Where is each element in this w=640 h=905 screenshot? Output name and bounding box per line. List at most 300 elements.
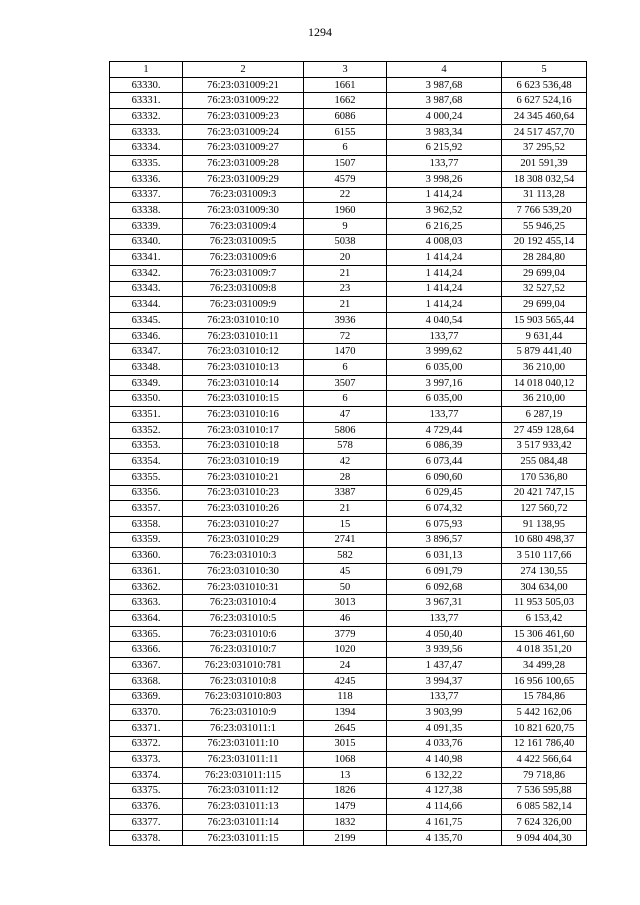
value-cell: 127 560,72 bbox=[502, 501, 587, 517]
cadastral-number-cell: 76:23:031009:7 bbox=[183, 265, 304, 281]
value-cell: 7 536 595,88 bbox=[502, 783, 587, 799]
rate-cell: 6 074,32 bbox=[387, 501, 502, 517]
area-cell: 3507 bbox=[304, 375, 387, 391]
rate-cell: 1 414,24 bbox=[387, 250, 502, 266]
area-cell: 2645 bbox=[304, 720, 387, 736]
rate-cell: 4 127,38 bbox=[387, 783, 502, 799]
table-row bbox=[110, 689, 587, 705]
table-row bbox=[110, 783, 587, 799]
area-cell: 1394 bbox=[304, 705, 387, 721]
area-cell: 20 bbox=[304, 250, 387, 266]
row-number-cell: 63357. bbox=[110, 501, 183, 517]
cadastral-number-cell: 76:23:031010:21 bbox=[183, 469, 304, 485]
table-row bbox=[110, 234, 587, 250]
rate-cell: 1 414,24 bbox=[387, 187, 502, 203]
area-cell: 1661 bbox=[304, 77, 387, 93]
row-number-cell: 63362. bbox=[110, 579, 183, 595]
table-row bbox=[110, 281, 587, 297]
row-number-cell: 63378. bbox=[110, 830, 183, 846]
column-header-2: 2 bbox=[183, 62, 304, 78]
rate-cell: 4 161,75 bbox=[387, 815, 502, 831]
cadastral-number-cell: 76:23:031010:13 bbox=[183, 360, 304, 376]
rate-cell: 6 073,44 bbox=[387, 454, 502, 470]
area-cell: 45 bbox=[304, 564, 387, 580]
value-cell: 3 510 117,66 bbox=[502, 548, 587, 564]
table-row bbox=[110, 469, 587, 485]
area-cell: 4579 bbox=[304, 171, 387, 187]
row-number-cell: 63377. bbox=[110, 815, 183, 831]
row-number-cell: 63337. bbox=[110, 187, 183, 203]
table-row bbox=[110, 375, 587, 391]
cadastral-number-cell: 76:23:031009:27 bbox=[183, 140, 304, 156]
row-number-cell: 63361. bbox=[110, 564, 183, 580]
value-cell: 274 130,55 bbox=[502, 564, 587, 580]
column-header-3: 3 bbox=[304, 62, 387, 78]
cadastral-number-cell: 76:23:031010:12 bbox=[183, 344, 304, 360]
table-row bbox=[110, 736, 587, 752]
table-row bbox=[110, 203, 587, 219]
row-number-cell: 63351. bbox=[110, 407, 183, 423]
value-cell: 10 680 498,37 bbox=[502, 532, 587, 548]
value-cell: 15 306 461,60 bbox=[502, 626, 587, 642]
table-row bbox=[110, 548, 587, 564]
value-cell: 170 536,80 bbox=[502, 469, 587, 485]
cadastral-number-cell: 76:23:031011:11 bbox=[183, 752, 304, 768]
area-cell: 3013 bbox=[304, 595, 387, 611]
value-cell: 6 085 582,14 bbox=[502, 799, 587, 815]
row-number-cell: 63341. bbox=[110, 250, 183, 266]
area-cell: 1068 bbox=[304, 752, 387, 768]
cadastral-number-cell: 76:23:031010:16 bbox=[183, 407, 304, 423]
table-row bbox=[110, 673, 587, 689]
area-cell: 23 bbox=[304, 281, 387, 297]
row-number-cell: 63330. bbox=[110, 77, 183, 93]
table-row bbox=[110, 124, 587, 140]
rate-cell: 133,77 bbox=[387, 611, 502, 627]
value-cell: 20 192 455,14 bbox=[502, 234, 587, 250]
area-cell: 578 bbox=[304, 438, 387, 454]
value-cell: 27 459 128,64 bbox=[502, 422, 587, 438]
table-row bbox=[110, 752, 587, 768]
rate-cell: 3 987,68 bbox=[387, 77, 502, 93]
area-cell: 21 bbox=[304, 501, 387, 517]
rate-cell: 3 896,57 bbox=[387, 532, 502, 548]
value-cell: 304 634,00 bbox=[502, 579, 587, 595]
area-cell: 4245 bbox=[304, 673, 387, 689]
row-number-cell: 63369. bbox=[110, 689, 183, 705]
area-cell: 6086 bbox=[304, 109, 387, 125]
table-row bbox=[110, 830, 587, 846]
value-cell: 24 517 457,70 bbox=[502, 124, 587, 140]
rate-cell: 4 000,24 bbox=[387, 109, 502, 125]
row-number-cell: 63345. bbox=[110, 313, 183, 329]
row-number-cell: 63353. bbox=[110, 438, 183, 454]
cadastral-number-cell: 76:23:031010:3 bbox=[183, 548, 304, 564]
table-row bbox=[110, 77, 587, 93]
rate-cell: 4 008,03 bbox=[387, 234, 502, 250]
rate-cell: 6 216,25 bbox=[387, 218, 502, 234]
table-row bbox=[110, 187, 587, 203]
table-row bbox=[110, 564, 587, 580]
area-cell: 6155 bbox=[304, 124, 387, 140]
rate-cell: 3 987,68 bbox=[387, 93, 502, 109]
row-number-cell: 63338. bbox=[110, 203, 183, 219]
value-cell: 10 821 620,75 bbox=[502, 720, 587, 736]
cadastral-number-cell: 76:23:031009:24 bbox=[183, 124, 304, 140]
value-cell: 79 718,86 bbox=[502, 767, 587, 783]
cadastral-number-cell: 76:23:031011:10 bbox=[183, 736, 304, 752]
rate-cell: 1 437,47 bbox=[387, 658, 502, 674]
table-row bbox=[110, 705, 587, 721]
area-cell: 118 bbox=[304, 689, 387, 705]
cadastral-number-cell: 76:23:031011:115 bbox=[183, 767, 304, 783]
area-cell: 46 bbox=[304, 611, 387, 627]
table-row bbox=[110, 720, 587, 736]
rate-cell: 133,77 bbox=[387, 156, 502, 172]
value-cell: 9 094 404,30 bbox=[502, 830, 587, 846]
cadastral-number-cell: 76:23:031009:29 bbox=[183, 171, 304, 187]
cadastral-number-cell: 76:23:031010:8 bbox=[183, 673, 304, 689]
value-cell: 12 161 786,40 bbox=[502, 736, 587, 752]
area-cell: 21 bbox=[304, 265, 387, 281]
row-number-cell: 63356. bbox=[110, 485, 183, 501]
row-number-cell: 63340. bbox=[110, 234, 183, 250]
row-number-cell: 63334. bbox=[110, 140, 183, 156]
table-row bbox=[110, 109, 587, 125]
cadastral-number-cell: 76:23:031009:21 bbox=[183, 77, 304, 93]
table-row bbox=[110, 658, 587, 674]
row-number-cell: 63332. bbox=[110, 109, 183, 125]
table-row bbox=[110, 171, 587, 187]
rate-cell: 4 091,35 bbox=[387, 720, 502, 736]
cadastral-number-cell: 76:23:031010:803 bbox=[183, 689, 304, 705]
row-number-cell: 63331. bbox=[110, 93, 183, 109]
cadastral-number-cell: 76:23:031010:26 bbox=[183, 501, 304, 517]
rate-cell: 6 031,13 bbox=[387, 548, 502, 564]
value-cell: 16 956 100,65 bbox=[502, 673, 587, 689]
cadastral-number-cell: 76:23:031009:5 bbox=[183, 234, 304, 250]
rate-cell: 1 414,24 bbox=[387, 297, 502, 313]
value-cell: 9 631,44 bbox=[502, 328, 587, 344]
value-cell: 24 345 460,64 bbox=[502, 109, 587, 125]
value-cell: 4 018 351,20 bbox=[502, 642, 587, 658]
rate-cell: 133,77 bbox=[387, 328, 502, 344]
table-row bbox=[110, 328, 587, 344]
table-row bbox=[110, 93, 587, 109]
row-number-cell: 63355. bbox=[110, 469, 183, 485]
value-cell: 29 699,04 bbox=[502, 297, 587, 313]
table-row bbox=[110, 595, 587, 611]
table-row bbox=[110, 218, 587, 234]
area-cell: 72 bbox=[304, 328, 387, 344]
value-cell: 5 879 441,40 bbox=[502, 344, 587, 360]
value-cell: 36 210,00 bbox=[502, 391, 587, 407]
cadastral-number-cell: 76:23:031010:14 bbox=[183, 375, 304, 391]
rate-cell: 6 029,45 bbox=[387, 485, 502, 501]
cadastral-number-cell: 76:23:031010:23 bbox=[183, 485, 304, 501]
value-cell: 4 422 566,64 bbox=[502, 752, 587, 768]
column-header-4: 4 bbox=[387, 62, 502, 78]
area-cell: 3936 bbox=[304, 313, 387, 329]
cadastral-number-cell: 76:23:031010:17 bbox=[183, 422, 304, 438]
table-row bbox=[110, 532, 587, 548]
row-number-cell: 63376. bbox=[110, 799, 183, 815]
rate-cell: 3 999,62 bbox=[387, 344, 502, 360]
row-number-cell: 63373. bbox=[110, 752, 183, 768]
area-cell: 50 bbox=[304, 579, 387, 595]
rate-cell: 3 939,56 bbox=[387, 642, 502, 658]
table-row bbox=[110, 250, 587, 266]
column-header-1: 1 bbox=[110, 62, 183, 78]
value-cell: 201 591,39 bbox=[502, 156, 587, 172]
area-cell: 42 bbox=[304, 454, 387, 470]
cadastral-number-cell: 76:23:031010:30 bbox=[183, 564, 304, 580]
cadastral-number-cell: 76:23:031009:9 bbox=[183, 297, 304, 313]
cadastral-number-cell: 76:23:031010:4 bbox=[183, 595, 304, 611]
area-cell: 9 bbox=[304, 218, 387, 234]
row-number-cell: 63343. bbox=[110, 281, 183, 297]
row-number-cell: 63348. bbox=[110, 360, 183, 376]
data-table bbox=[109, 61, 587, 846]
value-cell: 255 084,48 bbox=[502, 454, 587, 470]
cadastral-number-cell: 76:23:031010:15 bbox=[183, 391, 304, 407]
area-cell: 47 bbox=[304, 407, 387, 423]
area-cell: 6 bbox=[304, 140, 387, 156]
row-number-cell: 63346. bbox=[110, 328, 183, 344]
table-row bbox=[110, 156, 587, 172]
row-number-cell: 63370. bbox=[110, 705, 183, 721]
value-cell: 14 018 040,12 bbox=[502, 375, 587, 391]
cadastral-number-cell: 76:23:031010:29 bbox=[183, 532, 304, 548]
value-cell: 6 153,42 bbox=[502, 611, 587, 627]
area-cell: 1020 bbox=[304, 642, 387, 658]
value-cell: 55 946,25 bbox=[502, 218, 587, 234]
value-cell: 7 766 539,20 bbox=[502, 203, 587, 219]
table-row bbox=[110, 407, 587, 423]
cadastral-number-cell: 76:23:031010:11 bbox=[183, 328, 304, 344]
rate-cell: 3 983,34 bbox=[387, 124, 502, 140]
rate-cell: 6 091,79 bbox=[387, 564, 502, 580]
row-number-cell: 63335. bbox=[110, 156, 183, 172]
rate-cell: 4 140,98 bbox=[387, 752, 502, 768]
cadastral-number-cell: 76:23:031010:5 bbox=[183, 611, 304, 627]
area-cell: 1960 bbox=[304, 203, 387, 219]
rate-cell: 133,77 bbox=[387, 407, 502, 423]
row-number-cell: 63366. bbox=[110, 642, 183, 658]
rate-cell: 6 086,39 bbox=[387, 438, 502, 454]
rate-cell: 133,77 bbox=[387, 689, 502, 705]
table-row bbox=[110, 767, 587, 783]
table-row bbox=[110, 391, 587, 407]
row-number-cell: 63336. bbox=[110, 171, 183, 187]
row-number-cell: 63375. bbox=[110, 783, 183, 799]
row-number-cell: 63365. bbox=[110, 626, 183, 642]
cadastral-number-cell: 76:23:031011:14 bbox=[183, 815, 304, 831]
row-number-cell: 63364. bbox=[110, 611, 183, 627]
cadastral-number-cell: 76:23:031009:3 bbox=[183, 187, 304, 203]
rate-cell: 6 035,00 bbox=[387, 391, 502, 407]
cadastral-number-cell: 76:23:031011:15 bbox=[183, 830, 304, 846]
value-cell: 6 627 524,16 bbox=[502, 93, 587, 109]
row-number-cell: 63339. bbox=[110, 218, 183, 234]
cadastral-number-cell: 76:23:031009:23 bbox=[183, 109, 304, 125]
table-row bbox=[110, 360, 587, 376]
row-number-cell: 63367. bbox=[110, 658, 183, 674]
table-row bbox=[110, 516, 587, 532]
value-cell: 11 953 505,03 bbox=[502, 595, 587, 611]
cadastral-number-cell: 76:23:031009:6 bbox=[183, 250, 304, 266]
area-cell: 28 bbox=[304, 469, 387, 485]
row-number-cell: 63333. bbox=[110, 124, 183, 140]
area-cell: 15 bbox=[304, 516, 387, 532]
rate-cell: 6 035,00 bbox=[387, 360, 502, 376]
value-cell: 28 284,80 bbox=[502, 250, 587, 266]
rate-cell: 6 215,92 bbox=[387, 140, 502, 156]
table-row bbox=[110, 626, 587, 642]
page-number: 1294 bbox=[308, 25, 332, 39]
row-number-cell: 63360. bbox=[110, 548, 183, 564]
value-cell: 29 699,04 bbox=[502, 265, 587, 281]
rate-cell: 6 075,93 bbox=[387, 516, 502, 532]
table-row bbox=[110, 799, 587, 815]
area-cell: 13 bbox=[304, 767, 387, 783]
row-number-cell: 63350. bbox=[110, 391, 183, 407]
row-number-cell: 63354. bbox=[110, 454, 183, 470]
rate-cell: 4 114,66 bbox=[387, 799, 502, 815]
row-number-cell: 63358. bbox=[110, 516, 183, 532]
rate-cell: 3 994,37 bbox=[387, 673, 502, 689]
table-row bbox=[110, 579, 587, 595]
rate-cell: 3 962,52 bbox=[387, 203, 502, 219]
area-cell: 1507 bbox=[304, 156, 387, 172]
area-cell: 3779 bbox=[304, 626, 387, 642]
area-cell: 6 bbox=[304, 391, 387, 407]
rate-cell: 4 040,54 bbox=[387, 313, 502, 329]
value-cell: 37 295,52 bbox=[502, 140, 587, 156]
row-number-cell: 63349. bbox=[110, 375, 183, 391]
area-cell: 5806 bbox=[304, 422, 387, 438]
area-cell: 22 bbox=[304, 187, 387, 203]
rate-cell: 1 414,24 bbox=[387, 281, 502, 297]
value-cell: 6 287,19 bbox=[502, 407, 587, 423]
value-cell: 32 527,52 bbox=[502, 281, 587, 297]
rate-cell: 4 033,76 bbox=[387, 736, 502, 752]
row-number-cell: 63359. bbox=[110, 532, 183, 548]
cadastral-number-cell: 76:23:031011:1 bbox=[183, 720, 304, 736]
column-header-5: 5 bbox=[502, 62, 587, 78]
rate-cell: 3 997,16 bbox=[387, 375, 502, 391]
cadastral-number-cell: 76:23:031011:13 bbox=[183, 799, 304, 815]
value-cell: 91 138,95 bbox=[502, 516, 587, 532]
rate-cell: 1 414,24 bbox=[387, 265, 502, 281]
area-cell: 3015 bbox=[304, 736, 387, 752]
area-cell: 3387 bbox=[304, 485, 387, 501]
value-cell: 36 210,00 bbox=[502, 360, 587, 376]
rate-cell: 4 135,70 bbox=[387, 830, 502, 846]
area-cell: 1832 bbox=[304, 815, 387, 831]
value-cell: 15 784,86 bbox=[502, 689, 587, 705]
value-cell: 7 624 326,00 bbox=[502, 815, 587, 831]
value-cell: 31 113,28 bbox=[502, 187, 587, 203]
row-number-cell: 63342. bbox=[110, 265, 183, 281]
table-row bbox=[110, 344, 587, 360]
rate-cell: 4 729,44 bbox=[387, 422, 502, 438]
rate-cell: 6 092,68 bbox=[387, 579, 502, 595]
cadastral-number-cell: 76:23:031010:27 bbox=[183, 516, 304, 532]
rate-cell: 6 132,22 bbox=[387, 767, 502, 783]
table-row bbox=[110, 611, 587, 627]
rate-cell: 6 090,60 bbox=[387, 469, 502, 485]
area-cell: 2741 bbox=[304, 532, 387, 548]
area-cell: 1470 bbox=[304, 344, 387, 360]
table-row bbox=[110, 297, 587, 313]
rate-cell: 4 050,40 bbox=[387, 626, 502, 642]
table-row bbox=[110, 265, 587, 281]
area-cell: 1662 bbox=[304, 93, 387, 109]
rate-cell: 3 903,99 bbox=[387, 705, 502, 721]
table-row bbox=[110, 313, 587, 329]
table-row bbox=[110, 140, 587, 156]
cadastral-number-cell: 76:23:031009:22 bbox=[183, 93, 304, 109]
cadastral-number-cell: 76:23:031009:4 bbox=[183, 218, 304, 234]
row-number-cell: 63344. bbox=[110, 297, 183, 313]
table-body bbox=[110, 77, 587, 846]
area-cell: 582 bbox=[304, 548, 387, 564]
area-cell: 1479 bbox=[304, 799, 387, 815]
cadastral-number-cell: 76:23:031010:7 bbox=[183, 642, 304, 658]
cadastral-number-cell: 76:23:031009:30 bbox=[183, 203, 304, 219]
value-cell: 5 442 162,06 bbox=[502, 705, 587, 721]
cadastral-number-cell: 76:23:031010:10 bbox=[183, 313, 304, 329]
area-cell: 21 bbox=[304, 297, 387, 313]
cadastral-number-cell: 76:23:031010:18 bbox=[183, 438, 304, 454]
cadastral-number-cell: 76:23:031010:31 bbox=[183, 579, 304, 595]
rate-cell: 3 998,26 bbox=[387, 171, 502, 187]
value-cell: 15 903 565,44 bbox=[502, 313, 587, 329]
area-cell: 5038 bbox=[304, 234, 387, 250]
area-cell: 2199 bbox=[304, 830, 387, 846]
rate-cell: 3 967,31 bbox=[387, 595, 502, 611]
row-number-cell: 63347. bbox=[110, 344, 183, 360]
cadastral-number-cell: 76:23:031010:781 bbox=[183, 658, 304, 674]
row-number-cell: 63374. bbox=[110, 767, 183, 783]
value-cell: 34 499,28 bbox=[502, 658, 587, 674]
row-number-cell: 63372. bbox=[110, 736, 183, 752]
table-row bbox=[110, 454, 587, 470]
table-header-row bbox=[110, 62, 587, 78]
row-number-cell: 63352. bbox=[110, 422, 183, 438]
area-cell: 1826 bbox=[304, 783, 387, 799]
cadastral-number-cell: 76:23:031010:6 bbox=[183, 626, 304, 642]
cadastral-number-cell: 76:23:031011:12 bbox=[183, 783, 304, 799]
cadastral-number-cell: 76:23:031009:8 bbox=[183, 281, 304, 297]
value-cell: 3 517 933,42 bbox=[502, 438, 587, 454]
table-row bbox=[110, 422, 587, 438]
cadastral-number-cell: 76:23:031009:28 bbox=[183, 156, 304, 172]
value-cell: 6 623 536,48 bbox=[502, 77, 587, 93]
table-row bbox=[110, 485, 587, 501]
row-number-cell: 63368. bbox=[110, 673, 183, 689]
area-cell: 24 bbox=[304, 658, 387, 674]
cadastral-number-cell: 76:23:031010:9 bbox=[183, 705, 304, 721]
table-row bbox=[110, 438, 587, 454]
value-cell: 20 421 747,15 bbox=[502, 485, 587, 501]
table-row bbox=[110, 501, 587, 517]
area-cell: 6 bbox=[304, 360, 387, 376]
table-row bbox=[110, 815, 587, 831]
row-number-cell: 63363. bbox=[110, 595, 183, 611]
value-cell: 18 308 032,54 bbox=[502, 171, 587, 187]
